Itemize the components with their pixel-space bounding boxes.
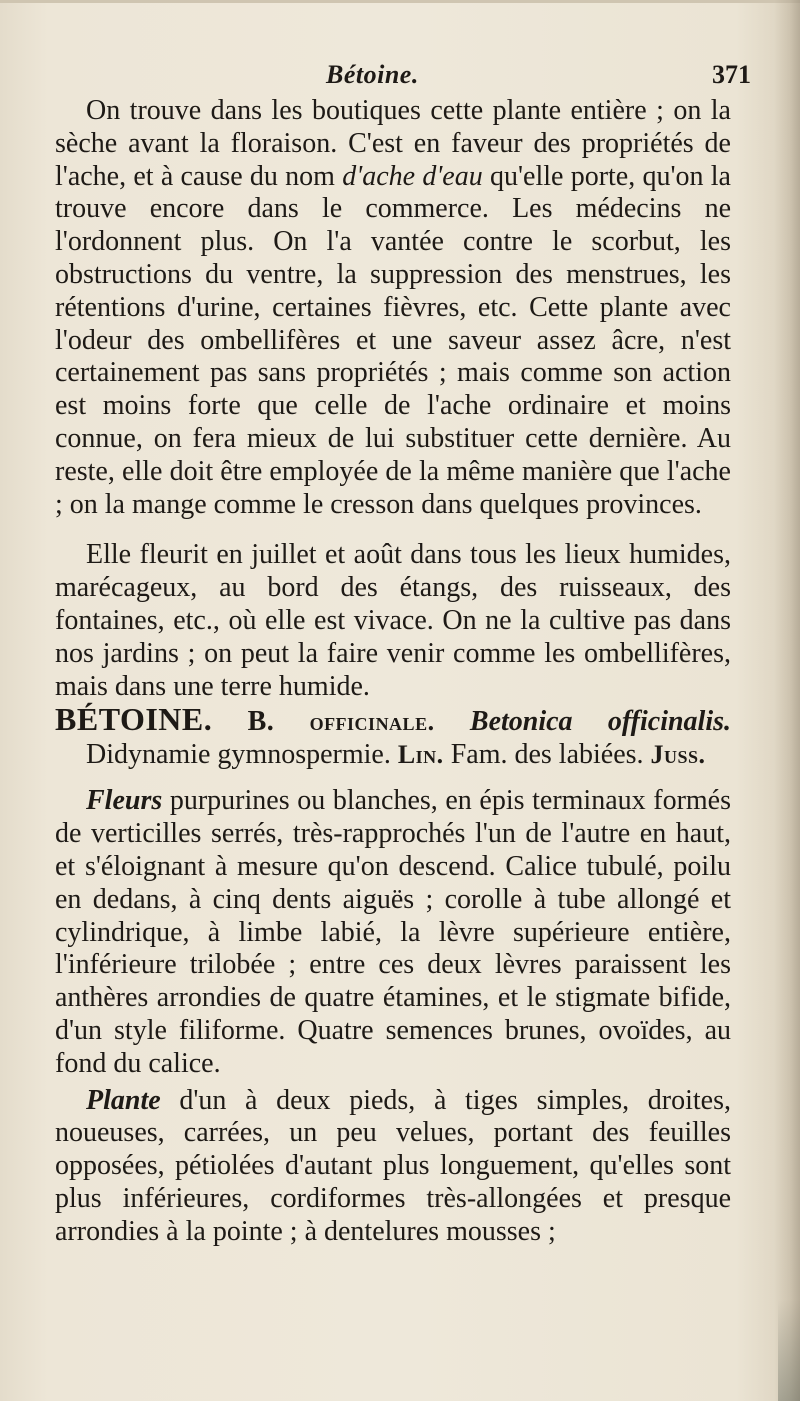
entry-family: Fam. des labiées. (450, 739, 644, 771)
entry-heading (55, 703, 731, 771)
entry-common-name: officinale. (309, 707, 435, 737)
page-gutter-shadow (774, 0, 800, 1401)
paragraph-flowers-text: purpurines ou blanches, en épis terminaux formés de verticilles serrés, très-rapprochés l'un de l'autre en haut, et s'éloignant à mesure qu'on descend. Calice tubulé, poilu en dedans, à cinq dents aiguës ; corolle à tube allongé et cylindrique, à limbe labié, la lèvre supérieure entière, l'inférieure trilobée ; entre ces deux lèvres paraissent les anthères arrondies de quatre étamines, et le stigmate bifide, d'un style filiforme. Quatre semences brunes, ovoïdes, au fond du calice. (55, 785, 731, 1079)
running-title: Bétoine. (326, 60, 419, 89)
paragraph-usage-text-a: On trouve dans les boutiques cette plante entière ; on la sèche avant la floraison. C'est en faveur des propriétés de l'ache, et à cause du nom (55, 95, 731, 192)
paragraph-usage (55, 95, 731, 521)
paragraph-plant-lead: Plante (86, 1084, 161, 1116)
entry-authority-juss: Juss. (650, 740, 706, 770)
paragraph-flowers-lead: Fleurs (86, 785, 163, 817)
paragraph-plant-text: d'un à deux pieds, à tiges simples, droites, noueuses, carrées, un peu velues, portant des feuilles opposées, pétiolées d'autant plus longuement, qu'elles sont plus inférieures, cordiformes très-allongées et presque arrondies à la pointe ; à dentelures mousses ; (55, 1084, 731, 1247)
top-edge (0, 0, 800, 3)
entry-abbr: B. (247, 706, 275, 738)
paragraph-usage-text-c: qu'elle porte, qu'on la trouve encore dans le commerce. Les médecins ne l'ordonnent plus. On l'a vantée contre le scorbut, les obstructions du ventre, la suppression des menstrues, les rétentions d'urine, certaines fièvres, etc. Cette plante avec l'odeur des ombellifères et une saveur assez âcre, n'est certainement pas sans propriétés ; mais comme son action est moins forte que celle de l'ache ordinaire et moins connue, on fera mieux de lui substituer cette dernière. Au reste, elle doit être employée de la même manière que l'ache ; on la mange comme le cresson dans quelques provinces. (55, 160, 731, 520)
entry-latin-name: Betonica officinalis. (469, 706, 732, 738)
paragraph-plant (55, 1085, 731, 1249)
paragraph-flowers (55, 785, 731, 1080)
body-text (55, 95, 731, 1249)
entry-heading-line (55, 703, 731, 771)
paragraph-habitat: Elle fleurit en juillet et août dans tous les lieux humides, marécageux, au bord des étangs, des ruisseaux, des fontaines, etc., où elle est vivace. On ne la cultive pas dans nos jardins ; on peut la faire venir comme les ombellifères, mais dans une terre humide. (55, 539, 731, 702)
entry-name: BÉTOINE. (55, 701, 213, 738)
page-number: 371 (712, 60, 751, 89)
page-edge-stain (778, 1300, 800, 1401)
entry-authority-lin: Lin. (397, 740, 444, 770)
paragraph-usage-italic-name: d'ache d'eau (342, 160, 483, 192)
entry-classification: Didynamie gymnospermie. (86, 739, 391, 771)
running-header (0, 52, 800, 92)
